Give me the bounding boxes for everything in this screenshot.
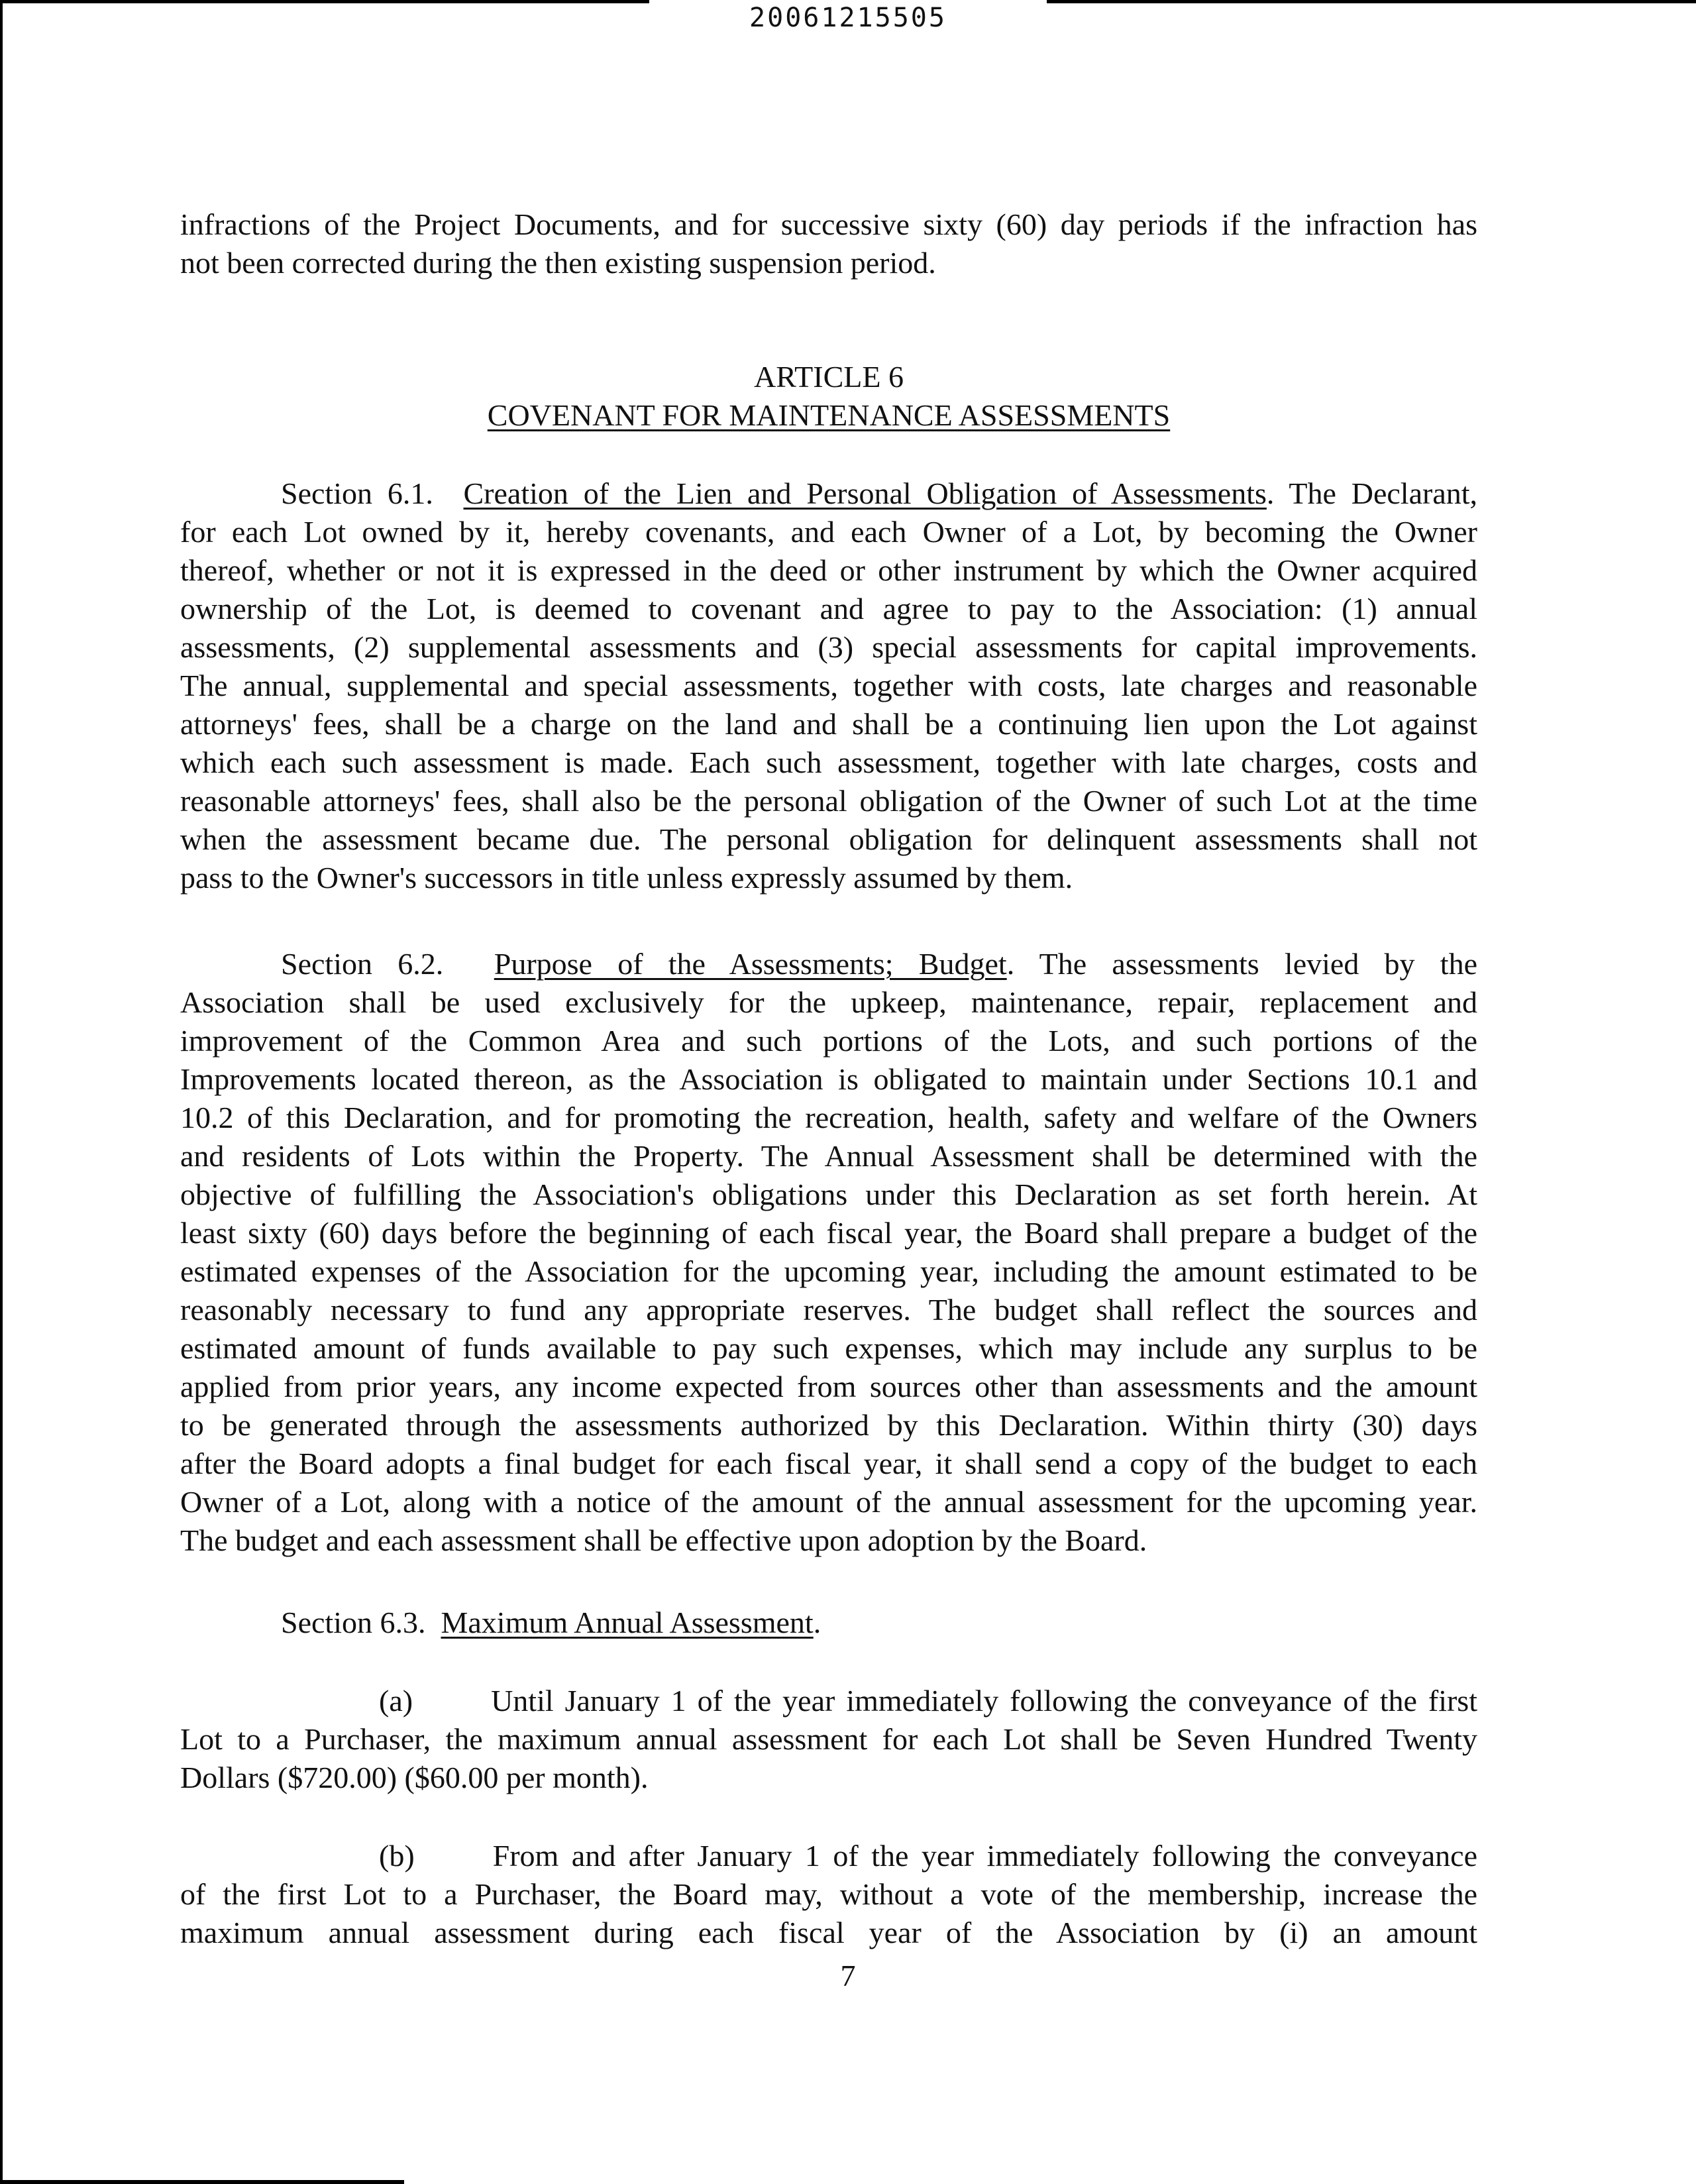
section-6-3: Section 6.3. Maximum Annual Assessment. [281, 1606, 822, 1639]
section-heading: Maximum Annual Assessment [441, 1606, 814, 1639]
article-title: COVENANT FOR MAINTENANCE ASSESSMENTS [487, 398, 1171, 432]
text-line: Improvements located thereon, as the Association is obligated to maintain under Sections 10.1 and [180, 1062, 1477, 1096]
text-line: thereof, whether or not it is expressed in the deed or other instrument by which the Owner acquired [180, 553, 1477, 587]
text-line: reasonably necessary to fund any appropriate reserves. The budget shall reflect the sources and [180, 1293, 1477, 1327]
text-line: least sixty (60) days before the beginning of each fiscal year, the Board shall prepare a budget of the [180, 1216, 1477, 1250]
text-line: ownership of the Lot, is deemed to covenant and agree to pay to the Association: (1) annual [180, 592, 1477, 626]
section-6-1: Section 6.1. Creation of the Lien and Personal Obligation of Assessments. The Declarant, for each Lot owned by it, hereby covenants, and each Owner of a Lot, by becoming the Owner thereof, whether or not it is expressed in the deed or other instrument by which the Owner acquired ownership of the Lot, is deemed to covenant and agree to pay to the Association: (1) annual assessments, (2) supplemental assessments and (3) special assessments for capital improvements. The annual, supplemental and special assessments, together with costs, late charges and reasonable attorneys' fees, shall be a charge on the land and shall be a continuing lien upon the Lot against which each such assessment is made. Each such assessment, together with late charges, costs and reasonable attorneys' fees, shall also be the personal obligation of the Owner of such Lot at the time when the assessment became due. The personal obligation for delinquent assessments shall not pass to the Owner's successors in title unless expressly assumed by them. [180, 474, 1477, 897]
subsection-marker: (b) [379, 1839, 415, 1873]
article-number: ARTICLE 6 [754, 360, 904, 394]
text-line: for each Lot owned by it, hereby covenants, and each Owner of a Lot, by becoming the Owner [180, 515, 1477, 549]
text-line: attorneys' fees, shall be a charge on the land and shall be a continuing lien upon the Lot against [180, 707, 1477, 741]
text-line: estimated expenses of the Association for the upcoming year, including the amount estimated to be [180, 1254, 1477, 1288]
document-id-stamp: 20061215505 [749, 3, 947, 33]
text-line: improvement of the Common Area and such portions of the Lots, and such portions of the [180, 1024, 1477, 1058]
text-line: Owner of a Lot, along with a notice of the amount of the annual assessment for the upcoming year. [180, 1485, 1477, 1519]
text-line: maximum annual assessment during each fiscal year of the Association by (i) an amount [180, 1916, 1477, 1949]
section-label: Section 6.2. [281, 947, 444, 981]
text-line: and residents of Lots within the Property. The Annual Assessment shall be determined with the [180, 1139, 1477, 1173]
section-label: Section 6.3. [281, 1606, 426, 1639]
text-line: The budget and each assessment shall be effective upon adoption by the Board. [180, 1523, 1147, 1557]
text-line: reasonable attorneys' fees, shall also be the personal obligation of the Owner of such Lot at the time [180, 784, 1477, 818]
section-6-2: Section 6.2. Purpose of the Assessments; Budget. The assessments levied by the Association shall be used exclusively for the upkeep, maintenance, repair, replacement and improvement of the Common Area and such portions of the Lots, and such portions of the Improvements located thereon, as the Association is obligated to maintain under Sections 10.1 and 10.2 of this Declaration, and for promoting the recreation, health, safety and welfare of the Owners and residents of Lots within the Property. The Annual Assessment shall be determined with the objective of fulfilling the Association's obligations under this Declaration as set forth herein. At least sixty (60) days before the beginning of each fiscal year, the Board shall prepare a budget of the estimated expenses of the Association for the upcoming year, including the amount estimated to be reasonably necessary to fund any appropriate reserves. The budget shall reflect the sources and estimated amount of funds available to pay such expenses, which may include any surplus to be applied from prior years, any income expected from sources other than assessments and the amount to be generated through the assessments authorized by this Declaration. Within thirty (30) days after the Board adopts a final budget for each fiscal year, it shall send a copy of the budget to each Owner of a Lot, along with a notice of the amount of the annual assessment for the upcoming year. The budget and each assessment shall be effective upon adoption by the Board. [180, 945, 1477, 1560]
intro-paragraph [180, 205, 1477, 282]
subsection-a: (a) Until January 1 of the year immediately following the conveyance of the first Lot to a Purchaser, the maximum annual assessment for each Lot shall be Seven Hundred Twenty Dollars ($720.00) ($60.00 per month). [180, 1682, 1477, 1797]
text-line: Lot to a Purchaser, the maximum annual assessment for each Lot shall be Seven Hundred Twenty [180, 1722, 1477, 1756]
text-line: infractions of the Project Documents, and for successive sixty (60) day periods if the infraction has [180, 207, 1477, 241]
scan-left-border [0, 0, 3, 2184]
scan-bottom-bar [0, 2180, 404, 2184]
text-line: objective of fulfilling the Association's obligations under this Declaration as set forth herein. At [180, 1177, 1477, 1211]
text-line: not been corrected during the then existing suspension period. [180, 246, 936, 280]
text-line: of the first Lot to a Purchaser, the Board may, without a vote of the membership, increase the [180, 1877, 1477, 1911]
text-line: to be generated through the assessments authorized by this Declaration. Within thirty (30) days [180, 1408, 1477, 1442]
page-number: 7 [840, 1959, 856, 1993]
text-line: when the assessment became due. The personal obligation for delinquent assessments shall not [180, 822, 1477, 856]
text-line: applied from prior years, any income expected from sources other than assessments and the amount [180, 1370, 1477, 1403]
section-label: Section 6.1. [281, 476, 433, 510]
text-line: after the Board adopts a final budget for each fiscal year, it shall send a copy of the budget to each [180, 1447, 1477, 1480]
text-line: Association shall be used exclusively for the upkeep, maintenance, repair, replacement and [180, 985, 1477, 1019]
text-line: assessments, (2) supplemental assessments and (3) special assessments for capital improvements. [180, 630, 1477, 664]
subsection-marker: (a) [379, 1684, 413, 1718]
section-heading: Purpose of the Assessments; Budget [494, 947, 1007, 981]
text-line: estimated amount of funds available to pay such expenses, which may include any surplus to be [180, 1331, 1477, 1365]
text-line: The annual, supplemental and special assessments, together with costs, late charges and reasonable [180, 669, 1477, 702]
text-line: 10.2 of this Declaration, and for promoting the recreation, health, safety and welfare of the Owners [180, 1101, 1477, 1134]
subsection-b: (b) From and after January 1 of the year immediately following the conveyance of the first Lot to a Purchaser, the Board may, without a vote of the membership, increase the maximum annual assessment during each fiscal year of the Association by (i) an amount [180, 1837, 1477, 1952]
section-heading: Creation of the Lien and Personal Obligation of Assessments [463, 476, 1267, 510]
text-line: pass to the Owner's successors in title unless expressly assumed by them. [180, 861, 1073, 895]
text-line: which each such assessment is made. Each such assessment, together with late charges, costs and [180, 745, 1477, 779]
text-line: Dollars ($720.00) ($60.00 per month). [180, 1761, 649, 1794]
article-title-wrap [180, 396, 1477, 435]
